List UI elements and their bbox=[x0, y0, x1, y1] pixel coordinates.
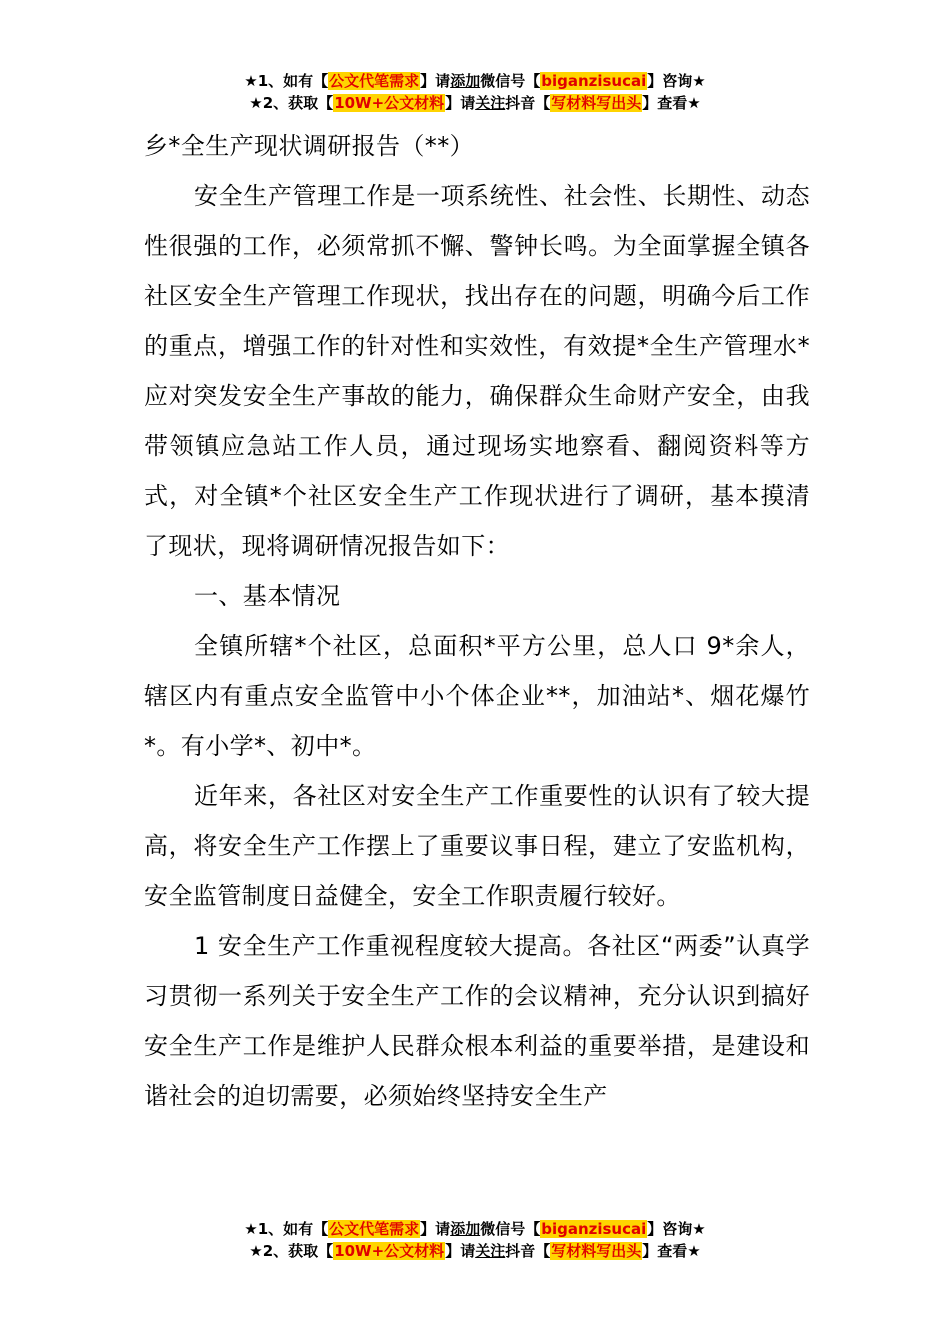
paragraph-overview: 全镇所辖*个社区，总面积*平方公里，总人口 9*余人，辖区内有重点安全监管中小个体企业**，加油站*、烟花爆竹*。有小学*、初中*。 bbox=[144, 632, 810, 760]
highlight-materials: 10W+公文材料 bbox=[334, 1242, 445, 1260]
promo-line-1 bbox=[0, 1218, 950, 1240]
promo-line-2 bbox=[0, 92, 950, 114]
document-body bbox=[144, 126, 810, 1121]
underlined-follow: 关注 bbox=[475, 94, 506, 112]
paragraph-intro: 安全生产管理工作是一项系统性、社会性、长期性、动态性很强的工作，必须常抓不懈、警钟长鸣。为全面掌握全镇各社区安全生产管理工作现状，找出存在的问题，明确今后工作的重点，增强工作的针对性和实效性，有效提*全生产管理水*应对突发安全生产事故的能力，确保群众生命财产安全，由我带领镇应急站工作人员，通过现场实地察看、翻阅资料等方式，对全镇*个社区安全生产工作现状进行了调研，基本摸清了现状，现将调研情况报告如下： bbox=[144, 182, 810, 560]
highlight-douyin-account: 写材料写出头 bbox=[551, 1242, 642, 1260]
underlined-add: 添加 bbox=[450, 72, 481, 90]
promo-text: ★2、获取【 bbox=[249, 94, 334, 112]
promo-text: 】咨询★ bbox=[647, 1220, 706, 1238]
paragraph-recent-years: 近年来，各社区对安全生产工作重要性的认识有了较大提高，将安全生产工作摆上了重要议事日程，建立了安监机构，安全监管制度日益健全，安全工作职责履行较好。 bbox=[144, 782, 810, 910]
underlined-follow: 关注 bbox=[475, 1242, 506, 1260]
header-promo-banner bbox=[0, 70, 950, 114]
promo-text: 】查看★ bbox=[642, 1242, 701, 1260]
promo-text: 】请 bbox=[420, 72, 451, 90]
promo-text: 抖音【 bbox=[505, 1242, 551, 1260]
promo-text: ★1、如有【 bbox=[244, 72, 329, 90]
highlight-douyin-account: 写材料写出头 bbox=[551, 94, 642, 112]
promo-text: 】请 bbox=[420, 1220, 451, 1238]
highlight-materials: 10W+公文材料 bbox=[334, 94, 445, 112]
promo-text: 抖音【 bbox=[505, 94, 551, 112]
highlight-service: 公文代笔需求 bbox=[329, 72, 420, 90]
promo-text: 】请 bbox=[445, 1242, 476, 1260]
footer-promo-banner bbox=[0, 1218, 950, 1262]
promo-text: 】咨询★ bbox=[647, 72, 706, 90]
promo-text: ★2、获取【 bbox=[249, 1242, 334, 1260]
section-heading-basic-info: 一、基本情况 bbox=[194, 582, 341, 610]
promo-text: 】查看★ bbox=[642, 94, 701, 112]
promo-line-2 bbox=[0, 1240, 950, 1262]
document-title: 乡*全生产现状调研报告（**） bbox=[144, 132, 474, 160]
paragraph-point-1: 1 安全生产工作重视程度较大提高。各社区“两委”认真学习贯彻一系列关于安全生产工作的会议精神，充分认识到搞好安全生产工作是维护人民群众根本利益的重要举措，是建设和谐社会的迫切需要，必须始终坚持安全生产 bbox=[144, 932, 810, 1110]
promo-text: ★1、如有【 bbox=[244, 1220, 329, 1238]
highlight-wechat-id: biganzisucai bbox=[541, 72, 647, 90]
promo-text: 】请 bbox=[445, 94, 476, 112]
promo-line-1 bbox=[0, 70, 950, 92]
promo-text: 微信号【 bbox=[480, 72, 541, 90]
highlight-service: 公文代笔需求 bbox=[329, 1220, 420, 1238]
underlined-add: 添加 bbox=[450, 1220, 481, 1238]
highlight-wechat-id: biganzisucai bbox=[541, 1220, 647, 1238]
promo-text: 微信号【 bbox=[480, 1220, 541, 1238]
